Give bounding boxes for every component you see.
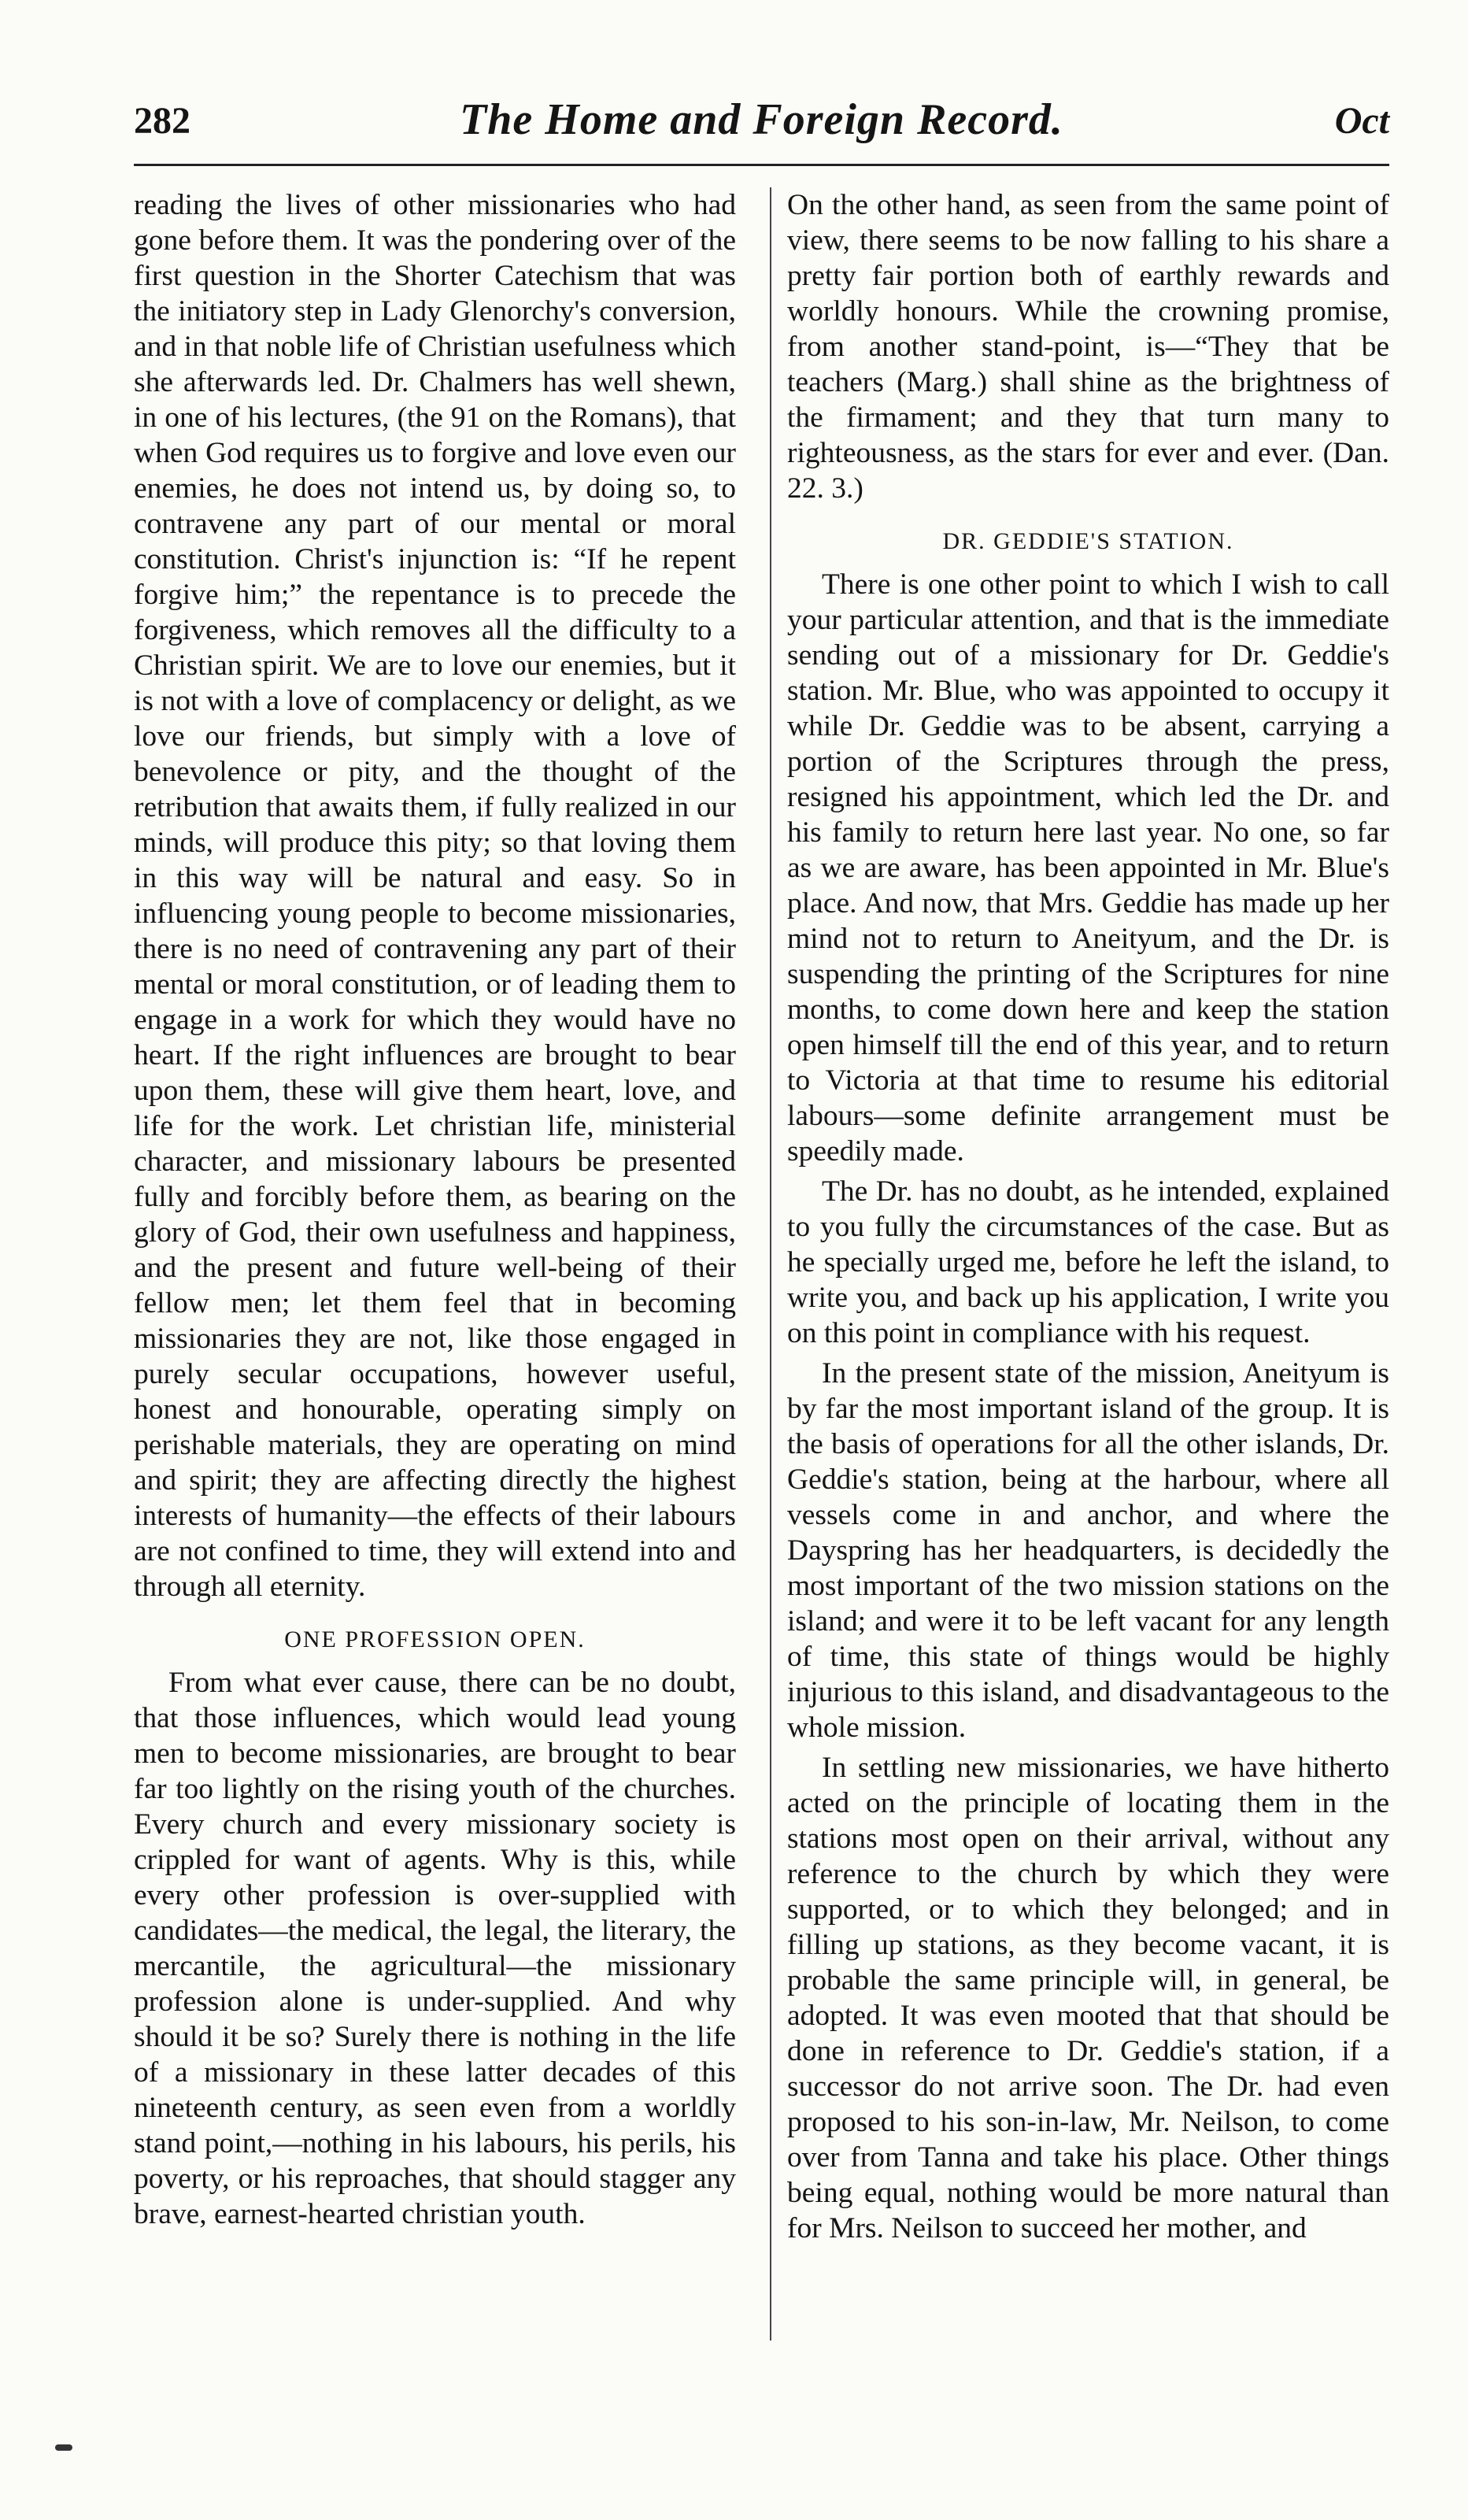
left-paragraph-2: From what ever cause, there can be no doubt, that those influences, which would lead young men to become missionaries, are brought to bear far too lightly on the rising youth of the churches. Every church and every missionary society is crippled for want of agents. Why is this, while every other profession is over-supplied with candidates—the medical, the legal, the literary, the mercantile, the agricultural—the missionary profession alone is under-supplied. And why should it be so? Surely there is nothing in the life of a missionary in these latter decades of this nineteenth century, as seen even from a worldly stand point,—nothing in his labours, his perils, his poverty, or his reproaches, that should stagger any brave, earnest-hearted christian youth.	[134, 1667, 736, 2230]
ink-mark	[55, 2444, 72, 2451]
section-heading-dr-geddies-station: DR. GEDDIE'S STATION.	[942, 528, 1234, 554]
right-paragraph-2: There is one other point to which I wish to call your particular attention, and that is the immediate sending out of a missionary for Dr. Geddie's station. Mr. Blue, who was appointed to occupy it while Dr. Geddie was to be absent, carrying a portion of the Scriptures through the press, resigned his appointment, which led the Dr. and his family to return here last year. No one, so far as we are aware, has been appointed in Mr. Blue's place. And now, that Mrs. Geddie has made up her mind not to return to Aneityum, and the Dr. is suspending the printing of the Scriptures for nine months, to come down here and keep the station open himself till the end of this year, and to return to Victoria at that time to resume his editorial labours—some definite arrangement must be speedily made.	[787, 568, 1389, 1167]
column-divider	[770, 187, 771, 2341]
right-paragraph-5: In settling new missionaries, we have hitherto acted on the principle of locating them in the stations most open on their arrival, without any reference to the church by which they were supported, or to which they belonged; and in filling up stations, as they become vacant, it is probable the same principle will, in general, be adopted. It was even mooted that that should be done in reference to Dr. Geddie's station, if a successor do not arrive soon. The Dr. had even proposed to his son-in-law, Mr. Neilson, to come over from Tanna and take his place. Other things being equal, nothing would be more natural than for Mrs. Neilson to succeed her mother, and	[787, 1752, 1389, 2244]
right-paragraph-1: On the other hand, as seen from the same point of view, there seems to be now falling to his share a pretty fair portion both of earthly rewards and worldly honours. While the crowning promise, from another stand-point, is—“They that be teachers (Marg.) shall shine as the brightness of the firmament; and they that turn many to righteousness, as the stars for ever and ever. (Dan. 22. 3.)	[787, 189, 1389, 505]
page-number: 282	[134, 100, 190, 142]
left-paragraph-1: reading the lives of other missionaries who had gone before them. It was the pondering over of the first question in the Shorter Catechism that was the initiatory step in Lady Glenorchy's conversion, and in that noble life of Christian usefulness which she afterwards led. Dr. Chalmers has well shewn, in one of his lectures, (the 91 on the Romans), that when God requires us to forgive and love even our enemies, he does not intend us, by doing so, to contravene any part of our mental or moral constitution. Christ's injunction is: “If he repent forgive him;” the repentance is to precede the forgiveness, which removes all the difficulty to a Christian spirit. We are to love our enemies, but it is not with a love of complacency or delight, as we love our friends, but simply with a love of benevolence or pity, and the thought of the retribution that awaits them, if fully realized in our minds, will produce this pity; so that loving them in this way will be natural and easy. So in influencing young people to become missionaries, there is no need of contravening any part of their mental or moral constitution, or of leading them to engage in a work for which they would have no heart. If the right influences are brought to bear upon them, these will give them heart, love, and life for the work. Let christian life, ministerial character, and missionary labours be presented fully and forcibly before them, as bearing on the glory of God, their own usefulness and happiness, and the present and future well-being of their fellow men; let them feel that in becoming missionaries they are not, like those engaged in purely secular occupations, however useful, honest and honourable, operating simply on perishable materials, they are operating on mind and spirit; they are affecting directly the highest interests of humanity—the effects of their labours are not confined to time, they will extend into and through all eternity.	[134, 189, 736, 1603]
right-column	[787, 187, 1389, 2348]
right-paragraph-4: In the present state of the mission, Aneityum is by far the most important island of the group. It is the basis of operations for all the other islands, Dr. Geddie's station, being at the harbour, where all vessels come in and anchor, and where the Dayspring has her headquarters, is decidedly the most important of the two mission stations on the island; and were it to be left vacant for any length of time, this state of things would be highly injurious to this island, and disadvantageous to the whole mission.	[787, 1357, 1389, 1744]
journal-title: The Home and Foreign Record.	[460, 95, 1063, 144]
left-column	[134, 187, 736, 2348]
section-heading-one-profession-open: ONE PROFESSION OPEN.	[284, 1626, 586, 1652]
page-header	[134, 93, 1389, 166]
issue-month: Oct	[1334, 100, 1389, 142]
right-paragraph-3: The Dr. has no doubt, as he intended, explained to you fully the circumstances of the case. But as he specially urged me, before he left the island, to write you, and back up his application, I write you on this point in compliance with his request.	[787, 1175, 1389, 1349]
